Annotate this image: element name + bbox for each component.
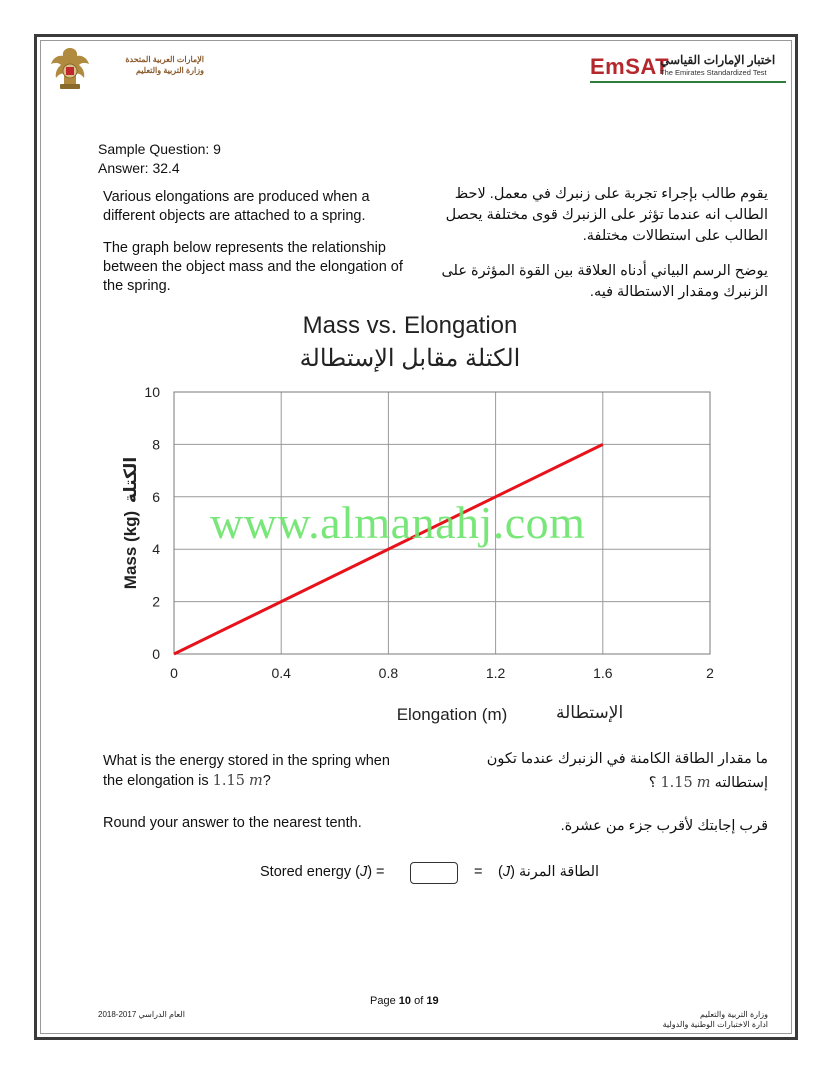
intro-ar-paragraph-1: يقوم طالب بإجراء تجربة على زنبرك في معمل. لاحظ الطالب انه عندما تؤثر على الزنبرك قوى مختلفة يحصل الطالب على استطالات مختلفة. <box>445 186 768 244</box>
x-tick-label: 0.8 <box>378 665 399 681</box>
emsat-english-title: The Emirates Standardized Test <box>660 68 767 77</box>
prompt-en-end: ? <box>262 773 271 789</box>
intro-en-paragraph-1: Various elongations are produced when a different objects are attached to a spring. <box>103 189 370 224</box>
x-axis-label: Elongation (m) <box>396 705 508 724</box>
y-axis-label: Mass (kg) <box>121 510 140 590</box>
watermark: www.almanahj.com <box>210 497 586 548</box>
chart-title: Mass vs. Elongation <box>302 312 518 339</box>
intro-en-paragraph-2: The graph below represents the relationship between the object mass and the elongation of the spring. <box>103 240 403 294</box>
rounding-instruction-english: Round your answer to the nearest tenth. <box>103 815 362 831</box>
page-current: 10 <box>398 995 412 1007</box>
answer-input-box[interactable] <box>410 862 458 884</box>
answer-label-arabic <box>498 864 599 880</box>
page-number <box>370 995 439 1007</box>
page-prefix: Page <box>370 995 396 1007</box>
footer-ministry-name: وزارة التربية والتعليم <box>699 1010 768 1019</box>
answer-unit-en: J <box>359 864 368 880</box>
y-tick-label: 6 <box>152 488 160 505</box>
page-of: of <box>414 995 424 1007</box>
footer-department: ادارة الاختبارات الوطنية والدولية <box>662 1020 768 1029</box>
x-tick-label: 1.2 <box>485 665 506 681</box>
footer-ministry <box>600 1010 768 1030</box>
intro-arabic <box>440 184 768 317</box>
answer-row <box>260 860 620 886</box>
answer-label-ar-end: ) <box>498 864 503 880</box>
y-tick-label: 8 <box>152 436 160 453</box>
intro-english <box>103 188 403 309</box>
prompt-ar-end: ؟ <box>648 775 657 791</box>
answer-unit-ar: J <box>502 864 511 880</box>
answer-label-en-start: Stored energy ( <box>260 864 360 880</box>
prompt-unit: m <box>248 773 263 789</box>
prompt-value: 1.15 <box>212 773 245 789</box>
ministry-line-2: وزارة التربية والتعليم <box>135 66 204 75</box>
emsat-arabic-title: اختبار الإمارات القياسي <box>660 53 776 67</box>
question-prompt-english <box>103 751 403 791</box>
x-axis-label-arabic: الإستطالة <box>556 703 624 723</box>
x-tick-label: 2 <box>706 665 714 681</box>
x-tick-label: 1.6 <box>593 665 613 681</box>
ministry-name <box>94 54 204 76</box>
y-axis-label-arabic: الكتلة <box>121 456 141 504</box>
x-tick-label: 0 <box>170 665 178 681</box>
answer-label-en-end: ) = <box>367 864 385 880</box>
ministry-line-1: الإمارات العربية المتحدة <box>125 55 204 64</box>
intro-ar-paragraph-2: يوضح الرسم البياني أدناه العلاقة بين القوة المؤثرة على الزنبرك ومقدار الاستطالة فيه. <box>441 263 768 300</box>
prompt-ar-value: 1.15 <box>660 775 693 791</box>
answer-label-ar-start: الطاقة المرنة ( <box>510 864 600 880</box>
y-tick-label: 4 <box>152 541 160 558</box>
rounding-instruction-arabic: قرب إجابتك لأقرب جزء من عشرة. <box>560 818 768 834</box>
emsat-logo <box>590 52 786 82</box>
x-tick-label: 0.4 <box>271 665 291 681</box>
header-divider <box>590 81 786 83</box>
prompt-ar-text: ما مقدار الطاقة الكامنة في الزنبرك عندما تكون إستطالته <box>486 751 768 791</box>
prompt-en-text: What is the energy stored in the spring when the elongation is <box>103 753 390 789</box>
emsat-wordmark: EmSAT <box>590 54 670 79</box>
answer-label-english <box>260 864 385 880</box>
uae-emblem-icon <box>48 44 92 92</box>
y-tick-label: 10 <box>144 384 160 400</box>
mass-elongation-chart <box>110 380 730 730</box>
prompt-ar-unit: m <box>696 775 711 791</box>
answer-equals-sign: = <box>474 864 483 880</box>
chart-title-arabic: الكتلة مقابل الإستطالة <box>299 345 521 372</box>
academic-year: العام الدراسي 2017-2018 <box>98 1010 185 1019</box>
question-prompt-arabic <box>470 747 768 795</box>
y-tick-label: 2 <box>152 593 160 610</box>
answer-key: Answer: 32.4 <box>98 160 180 176</box>
question-label: Sample Question: 9 <box>98 141 221 157</box>
y-tick-label: 0 <box>152 646 160 662</box>
page-total: 19 <box>426 995 439 1007</box>
